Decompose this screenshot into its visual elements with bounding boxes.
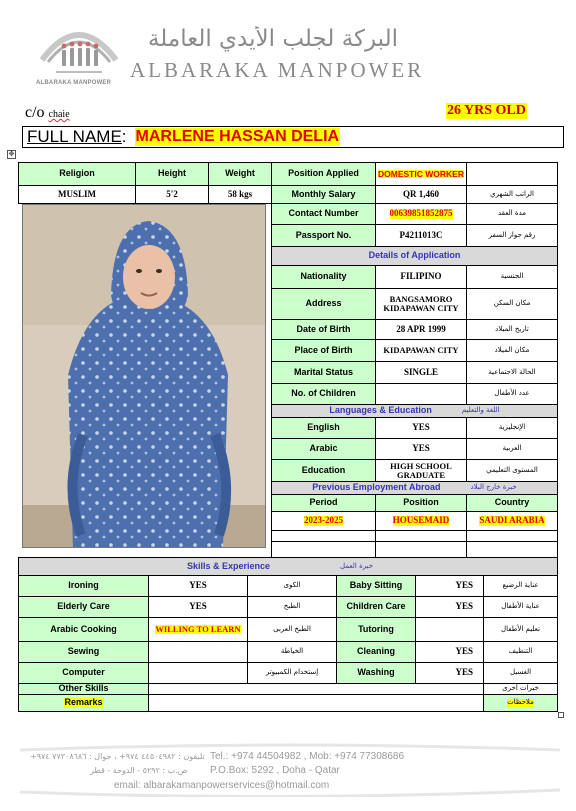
arabic-arabic: العربية xyxy=(466,438,558,460)
full-name-label: FULL NAME xyxy=(27,127,122,146)
passport-arabic: رقم جواز السفر xyxy=(466,224,558,247)
skills-header xyxy=(18,557,558,576)
employment-header-arabic: خبرة خارج البلاد xyxy=(470,483,517,492)
english-arabic: الإنجليزية xyxy=(466,417,558,439)
cleaning-arabic: التنظيف xyxy=(483,641,558,663)
computer-label: Computer xyxy=(18,662,149,684)
elderly-care-value: YES xyxy=(148,596,248,618)
employment-country-value: SAUDI ARABIA xyxy=(479,515,545,526)
cleaning-value: YES xyxy=(415,641,484,663)
remarks-arabic: ملاحظات xyxy=(507,698,534,707)
full-name-row xyxy=(22,126,564,148)
passport-value: P4211013C xyxy=(375,224,467,247)
position-applied-blank xyxy=(466,162,558,186)
sewing-label: Sewing xyxy=(18,641,149,663)
children-care-value: YES xyxy=(415,596,484,618)
brand-name-english: ALBARAKA MANPOWER xyxy=(130,58,425,82)
remarks-arabic-cell xyxy=(483,694,558,712)
address-label: Address xyxy=(271,288,376,320)
ironing-label: Ironing xyxy=(18,575,149,597)
tutoring-label: Tutoring xyxy=(336,617,416,642)
monthly-salary-value: QR 1,460 xyxy=(375,185,467,204)
skills-header-label: Skills & Experience xyxy=(187,560,271,571)
children-label: No. of Children xyxy=(271,383,376,405)
contact-number-arabic: مدة العقد xyxy=(466,203,558,225)
place-of-birth-label: Place of Birth xyxy=(271,339,376,362)
tutoring-value xyxy=(415,617,484,642)
elderly-care-arabic: الطبخ xyxy=(247,596,337,618)
footer-phone-arabic: تليفون : ٤٤٥٠٤٩٨٢ ٩٧٤+ ، جوال : ٧٧٣٠٨٦٨٦ ٩٧٤+ xyxy=(30,752,205,761)
footer-pobox: P.O.Box: 5292 , Doha - Qatar xyxy=(210,765,340,776)
english-label: English xyxy=(271,417,376,439)
languages-header xyxy=(271,404,558,418)
marital-status-value: SINGLE xyxy=(375,361,467,384)
employment-empty-cell xyxy=(466,541,558,558)
employment-period-value: 2023-2025 xyxy=(304,515,343,526)
address-value: BANGSAMORO KIDAPAWAN CITY xyxy=(375,288,467,320)
position-applied-label: Position Applied xyxy=(271,162,376,186)
religion-value: MUSLIM xyxy=(18,185,136,204)
monthly-salary-label: Monthly Salary xyxy=(271,185,376,204)
brand-name-arabic: البركة لجلب الأيدي العاملة xyxy=(147,26,399,52)
table-resize-handle[interactable] xyxy=(558,712,564,718)
english-value: YES xyxy=(375,417,467,439)
nationality-label: Nationality xyxy=(271,265,376,289)
care-of-prefix: c/o xyxy=(25,104,45,121)
languages-header-label: Languages & Education xyxy=(329,405,432,416)
employment-header xyxy=(271,481,558,495)
employment-country-cell xyxy=(466,511,558,531)
employment-period-cell xyxy=(271,511,376,531)
remarks-label-cell xyxy=(18,694,149,712)
company-logo xyxy=(34,16,124,88)
position-applied-value: DOMESTIC WORKER xyxy=(378,168,464,179)
skills-header-arabic: خبرة العمل xyxy=(340,561,374,570)
footer-email: email: albarakamanpowerservices@hotmail.com xyxy=(114,780,330,791)
washing-label: Washing xyxy=(336,662,416,684)
period-column-header: Period xyxy=(271,494,376,512)
religion-label: Religion xyxy=(18,162,136,186)
children-care-arabic: عناية الأطفال xyxy=(483,596,558,618)
ironing-arabic: الكوى xyxy=(247,575,337,597)
footer-pobox-arabic: ص.ب : ٥٢٩٢ - الدوحة - قطر xyxy=(90,766,188,775)
education-label: Education xyxy=(271,459,376,482)
contact-number-value: 00639851852875 xyxy=(389,208,453,219)
cleaning-label: Cleaning xyxy=(336,641,416,663)
marital-status-label: Marital Status xyxy=(271,361,376,384)
arabic-cooking-label: Arabic Cooking xyxy=(18,617,149,642)
monthly-salary-arabic: الراتب الشهري xyxy=(466,185,558,204)
employment-empty-cell xyxy=(271,541,376,558)
contact-number-label: Contact Number xyxy=(271,203,376,225)
sewing-value xyxy=(148,641,248,663)
education-value: HIGH SCHOOL GRADUATE xyxy=(375,459,467,482)
arabic-cooking-value: WILLING TO LEARN xyxy=(155,624,241,635)
contact-number-cell xyxy=(375,203,467,225)
nationality-arabic: الجنسية xyxy=(466,265,558,289)
washing-arabic: الغسيل xyxy=(483,662,558,684)
languages-header-arabic: اللغة والتعليم xyxy=(461,406,500,415)
ironing-value: YES xyxy=(148,575,248,597)
employment-empty-cell xyxy=(375,541,467,558)
weight-value: 58 kgs xyxy=(208,185,272,204)
baby-sitting-arabic: عناية الرضيع xyxy=(483,575,558,597)
children-arabic: عدد الأطفال xyxy=(466,383,558,405)
arabic-label: Arabic xyxy=(271,438,376,460)
tutoring-arabic: تعليم الأطفال xyxy=(483,617,558,642)
nationality-value: FILIPINO xyxy=(375,265,467,289)
arabic-cooking-arabic: الطبخ العربى xyxy=(247,617,337,642)
footer xyxy=(20,742,560,797)
employment-position-cell xyxy=(375,511,467,531)
logo-caption: ALBARAKA MANPOWER xyxy=(36,80,112,86)
country-column-header: Country xyxy=(466,494,558,512)
details-of-application-header: Details of Application xyxy=(271,246,558,266)
date-of-birth-arabic: تاريخ الميلاد xyxy=(466,319,558,340)
full-name-value: MARLENE HASSAN DELIA xyxy=(135,128,340,145)
washing-value: YES xyxy=(415,662,484,684)
baby-sitting-value: YES xyxy=(415,575,484,597)
care-of-name: chaie xyxy=(48,109,70,120)
footer-phone: Tel.: +974 44504982 , Mob: +974 77308686 xyxy=(210,751,405,762)
position-applied-cell xyxy=(375,162,467,186)
marital-status-arabic: الحالة الاجتماعية xyxy=(466,361,558,384)
computer-value xyxy=(148,662,248,684)
age-badge: 26 YRS OLD xyxy=(447,103,526,118)
position-column-header: Position xyxy=(375,494,467,512)
applicant-photo xyxy=(22,204,266,548)
address-arabic: مكان السكن xyxy=(466,288,558,320)
education-arabic: المستوى التعليمي xyxy=(466,459,558,482)
baby-sitting-label: Baby Sitting xyxy=(336,575,416,597)
sewing-arabic: الخياطة xyxy=(247,641,337,663)
place-of-birth-arabic: مكان الميلاد xyxy=(466,339,558,362)
employment-position-value: HOUSEMAID xyxy=(392,515,450,526)
remarks-label: Remarks xyxy=(64,697,103,708)
full-name-colon: : xyxy=(121,127,127,146)
arabic-value: YES xyxy=(375,438,467,460)
arabic-cooking-cell xyxy=(148,617,248,642)
table-move-handle[interactable]: ✥ xyxy=(8,151,15,158)
height-label: Height xyxy=(135,162,209,186)
elderly-care-label: Elderly Care xyxy=(18,596,149,618)
employment-header-label: Previous Employment Abroad xyxy=(312,482,441,493)
children-care-label: Children Care xyxy=(336,596,416,618)
height-value: 5'2 xyxy=(135,185,209,204)
place-of-birth-value: KIDAPAWAN CITY xyxy=(375,339,467,362)
computer-arabic: إستخدام الكمبيوتر xyxy=(247,662,337,684)
other-skills-arabic: خبرات أخرى xyxy=(483,683,558,695)
passport-label: Passport No. xyxy=(271,224,376,247)
care-of-line xyxy=(25,104,70,122)
other-skills-label: Other Skills xyxy=(18,683,149,695)
weight-label: Weight xyxy=(208,162,272,186)
children-value xyxy=(375,383,467,405)
date-of-birth-value: 28 APR 1999 xyxy=(375,319,467,340)
remarks-value xyxy=(148,694,484,712)
date-of-birth-label: Date of Birth xyxy=(271,319,376,340)
